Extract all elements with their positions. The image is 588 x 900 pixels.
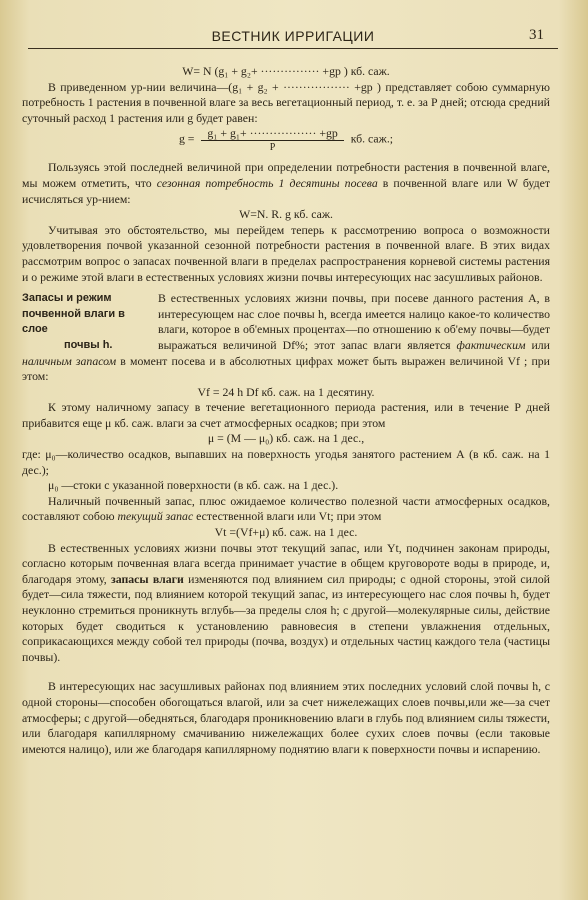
paragraph-9 [22,541,550,666]
paragraph-7: μ₀ —стоки с указанной поверхности (в кб. саж. на 1 дес.). [48,478,339,493]
paragraph-6: где: μ₀—количество осадков, выпавших на поверхность угодья занятого растением А (в кб. саж. на 1 дес.); [22,447,550,477]
page-number: 31 [529,27,544,43]
paragraph-9-text-b: изменяются под влиянием сил природы; с одной стороны, этой силой будет—сила тяжести, под влиянием которой текущий запас, из интересующего нас слоя почвы h, будет неуклонно стремиться проникнуть вглубь—за пределы слоя h; с другой—молекулярные силы, действие которых будет сводиться к установлению равновесия в степени увлажнения отдельных, соприкасающихся между собой тел природы (почва, воздух) и отдельных частиц каждого тела (частицы почвы). [22,571,550,664]
paragraph-2-emphasis: сезонная потребность 1 десятины посева [156,175,378,190]
formula-g [22,126,550,154]
paragraph-4-text-mid: или [525,337,550,352]
article-body [22,64,550,757]
paragraph-4-text-b: в момент посева и в абсолютных цифрах может быть выражен величиной Vf ; при этом: [22,353,551,384]
side-heading-line-2: почвы h. [64,338,113,351]
paragraph-4-emphasis-1: фактическим [456,337,526,352]
formula-mu: μ = (M — μ₀) кб. саж. на 1 дес., [207,431,365,446]
paragraph-8-emphasis: текущий запас [117,509,194,524]
paragraph-5: К этому наличному запасу в течение вегетационного периода растения, или в течение P дней прибавится еще μ кб. саж. влаги за счет атмосферных осадков; при этом [22,400,550,430]
formula-g-numerator: g₁ + g₁+ ················· +gp [201,126,343,141]
formula-vf: Vf = 24 h Df кб. саж. на 1 десятину. [197,384,375,399]
paragraph-3: Учитывая это обстоятельство, мы перейдем теперь к рассмотрению вопроса о возможности удовлетворения почвой указанной сезонной потребности растения в почвенной влаге. В этих видах рассмотрим вопрос о запасах почвенной влаги в пределах распространения корневой системы растения и о режиме этой влаги в естественных условиях жизни почвы интересующих нас засушливых районов. [22,222,550,284]
paragraph-4-text-a: В естественных условиях жизни почвы, при посеве данного растения А, в интересующем нас слое почвы h, всегда имеется налицо какое-то количество влаги, которое в об'емных процентах—по отношению к об'ему почвы—будет выражаться величиной Df%; этот запас влаги является [158,291,550,352]
paragraph-2 [22,160,550,207]
paragraph-1: В приведенном ур-нии величина—(g₁ + g₂ + ················· +gp ) представляет собою суммарную потребность 1 растения в почвенной влаге за весь вегетационный период, т. е. за P дней; отсюда средний суточный расход 1 растения или g будет равен: [22,79,550,125]
formula-g-denominator: P [269,142,276,154]
journal-title: ВЕСТНИК ИРРИГАЦИИ [211,28,375,44]
paragraph-8-text-a: Наличный почвенный запас, плюс ожидаемое количество полезной части атмосферных осадков, составляют собою [22,493,550,524]
paragraph-9-bold: запасы влаги [110,571,184,586]
section-side-heading [22,291,150,353]
formula-vt: Vt =(Vf+μ) кб. саж. на 1 дес. [214,525,358,540]
paragraph-8 [22,494,550,525]
formula-w-nrg: W=N. R. g кб. саж. [239,207,333,222]
paragraph-9-text-a: В естественных условиях жизни почвы этот текущий запас, или Yt, подчинен законам природы, согласно которым почвенная влага всегда принимает участие в общем круговороте воды в природе, и, благодаря этому, [22,540,550,586]
paragraph-2-text-b: в почвенной влаге или W будет исчисляться ур-нием: [22,175,550,206]
paragraph-10: В интересующих нас засушливых районах под влиянием этих последних условий слой почвы h, с одной стороны—способен обогощаться влагой, или за счет нижележащих слоев почвы,или же—за счет атмосферы; с другой—обедняться, благодаря проникновению влаги в глубь под влиянием силы тяжести, или благодаря капиллярному смачиванию нижележащих более сухих слоев почвы (если таковые имеются налицо), или же благодаря капиллярному поднятию влаги к поверхности почвы и испарению. [22,679,550,756]
formula-g-lhs: g = [178,132,195,147]
running-header [28,26,558,49]
paragraph-4-emphasis-2: наличным запасом [22,353,117,368]
paragraph-2-text-a: Пользуясь этой последней величиной при определении потребности растения в почвенной влаге, мы можем отметить, что [22,160,550,190]
formula-g-fraction [201,126,343,154]
paragraph-8-text-b: естественной влаги или Vt; при этом [193,509,382,524]
formula-w: W= N (g₁ + g₂+ ··············· +gp ) кб. саж. [182,64,390,78]
formula-g-rhs: кб. саж.; [350,132,394,147]
side-heading-line-1: Запасы и режим почвенной влаги в слое [22,292,125,336]
